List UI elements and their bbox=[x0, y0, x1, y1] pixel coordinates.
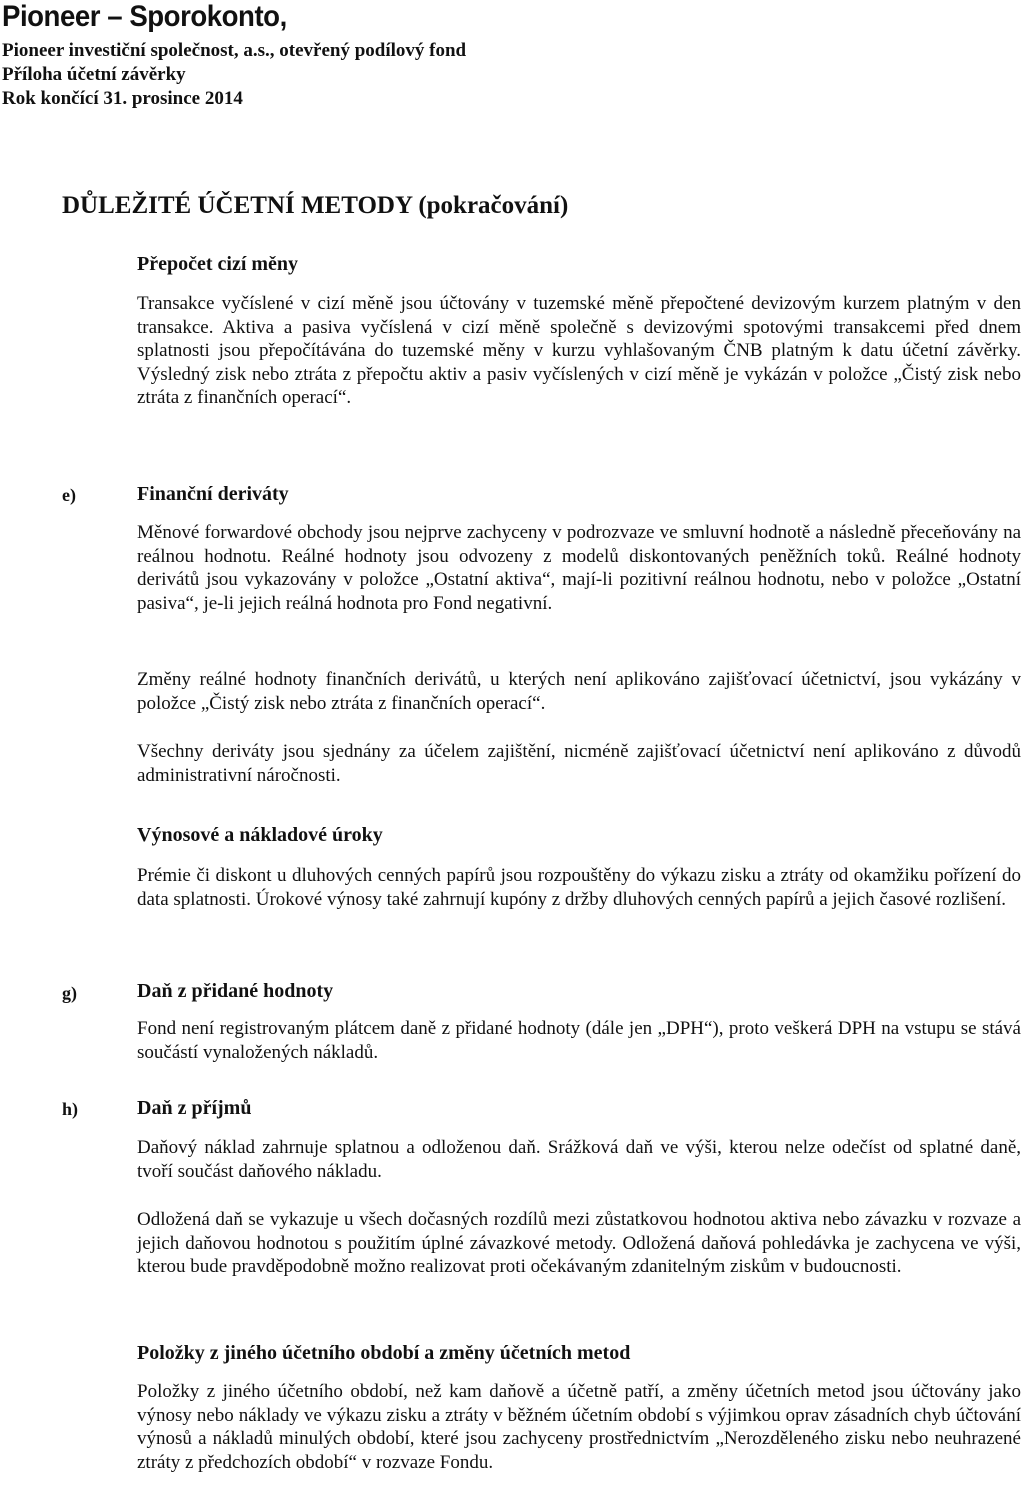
section-heading: DŮLEŽITÉ ÚČETNÍ METODY (pokračování) bbox=[62, 192, 569, 219]
derivatives-paragraph-1: Měnové forwardové obchody jsou nejprve zachyceny v podrozvaze ve smluvní hodnotě a následně přeceňovány na reálnou hodnotu. Reálné hodnoty jsou odvozeny z modelů diskontovaných peněžních toků. Reálné hodnoty derivátů jsou vykazovány v položce „Ostatní aktiva“, mají-li pozitivní reálnou hodnotu, nebo v položce „Ostatní pasiva“, je-li jejich reálná hodnota pro Fond negativní. bbox=[137, 522, 1021, 614]
document-type: Příloha účetní závěrky bbox=[2, 64, 186, 85]
reporting-period: Rok končící 31. prosince 2014 bbox=[2, 88, 243, 109]
interest-heading: Výnosové a nákladové úroky bbox=[137, 824, 383, 846]
income-tax-paragraph-2: Odložená daň se vykazuje u všech dočasných rozdílů mezi zůstatkovou hodnotou aktiva nebo závazku v rozvaze a jejich daňovou hodnotou s použitím úplné závazkové metody. Odložená daňová pohledávka je zachycena ve výši, kterou bude pravděpodobně možno realizovat proti očekávaným zdanitelným ziskům v budoucnosti. bbox=[137, 1209, 1021, 1277]
prior-period-paragraph: Položky z jiného účetního období, než kam daňově a účetně patří, a změny účetních metod jsou účtovány jako výnosy nebo náklady ve výkazu zisku a ztráty v běžném účetním období s výjimkou oprav zásadních chyb účtování výnosů a nákladů minulých období, které jsou zachyceny prostřednictvím „Nerozděleného zisku nebo neuhrazené ztráty z předchozích období“ v rozvaze Fondu. bbox=[137, 1381, 1021, 1473]
vat-paragraph: Fond není registrovaným plátcem daně z přidané hodnoty (dále jen „DPH“), proto veškerá DPH na vstupu se stává součástí vynaložených nákladů. bbox=[137, 1018, 1021, 1063]
vat-heading: Daň z přidané hodnoty bbox=[137, 980, 334, 1002]
derivatives-letter: e) bbox=[62, 485, 76, 505]
income-tax-heading: Daň z příjmů bbox=[137, 1097, 252, 1119]
fund-title: Pioneer – Sporokonto, bbox=[2, 0, 287, 33]
derivatives-heading: Finanční deriváty bbox=[137, 483, 289, 505]
derivatives-paragraph-3: Všechny deriváty jsou sjednány za účelem zajištění, nicméně zajišťovací účetnictví není aplikováno z důvodů administrativní náročnosti. bbox=[137, 741, 1021, 786]
document-header bbox=[2, 0, 466, 111]
company-name: Pioneer investiční společnost, a.s., otevřený podílový fond bbox=[2, 40, 467, 61]
prior-period-heading: Položky z jiného účetního období a změny účetních metod bbox=[137, 1342, 631, 1364]
vat-letter: g) bbox=[62, 983, 77, 1003]
derivatives-paragraph-2: Změny reálné hodnoty finančních derivátů, u kterých není aplikováno zajišťovací účetnictví, jsou vykázány v položce „Čistý zisk nebo ztráta z finančních operací“. bbox=[137, 669, 1021, 714]
fx-paragraph: Transakce vyčíslené v cizí měně jsou účtovány v tuzemské měně přepočtené devizovým kurzem platným v den transakce. Aktiva a pasiva vyčíslená v cizí měně společně s devizovými spotovými transakcemi před dnem splatnosti jsou přepočítávána do tuzemské měny v kurzu vyhlašovaným ČNB platným k datu účetní závěrky. Výsledný zisk nebo ztráta z přepočtu aktiv a pasiv vyčíslených v cizí měně je vykázán v položce „Čistý zisk nebo ztráta z finančních operací“. bbox=[137, 293, 1021, 408]
income-tax-paragraph-1: Daňový náklad zahrnuje splatnou a odloženou daň. Srážková daň ve výši, kterou nelze odečíst od splatné daně, tvoří součást daňového nákladu. bbox=[137, 1137, 1021, 1182]
fx-heading: Přepočet cizí měny bbox=[137, 253, 299, 275]
income-tax-letter: h) bbox=[62, 1099, 79, 1119]
interest-paragraph: Prémie či diskont u dluhových cenných papírů jsou rozpouštěny do výkazu zisku a ztráty od okamžiku pořízení do data splatnosti. Úrokové výnosy také zahrnují kupóny z držby dluhových cenných papírů a jejich časové rozlišení. bbox=[137, 865, 1021, 910]
